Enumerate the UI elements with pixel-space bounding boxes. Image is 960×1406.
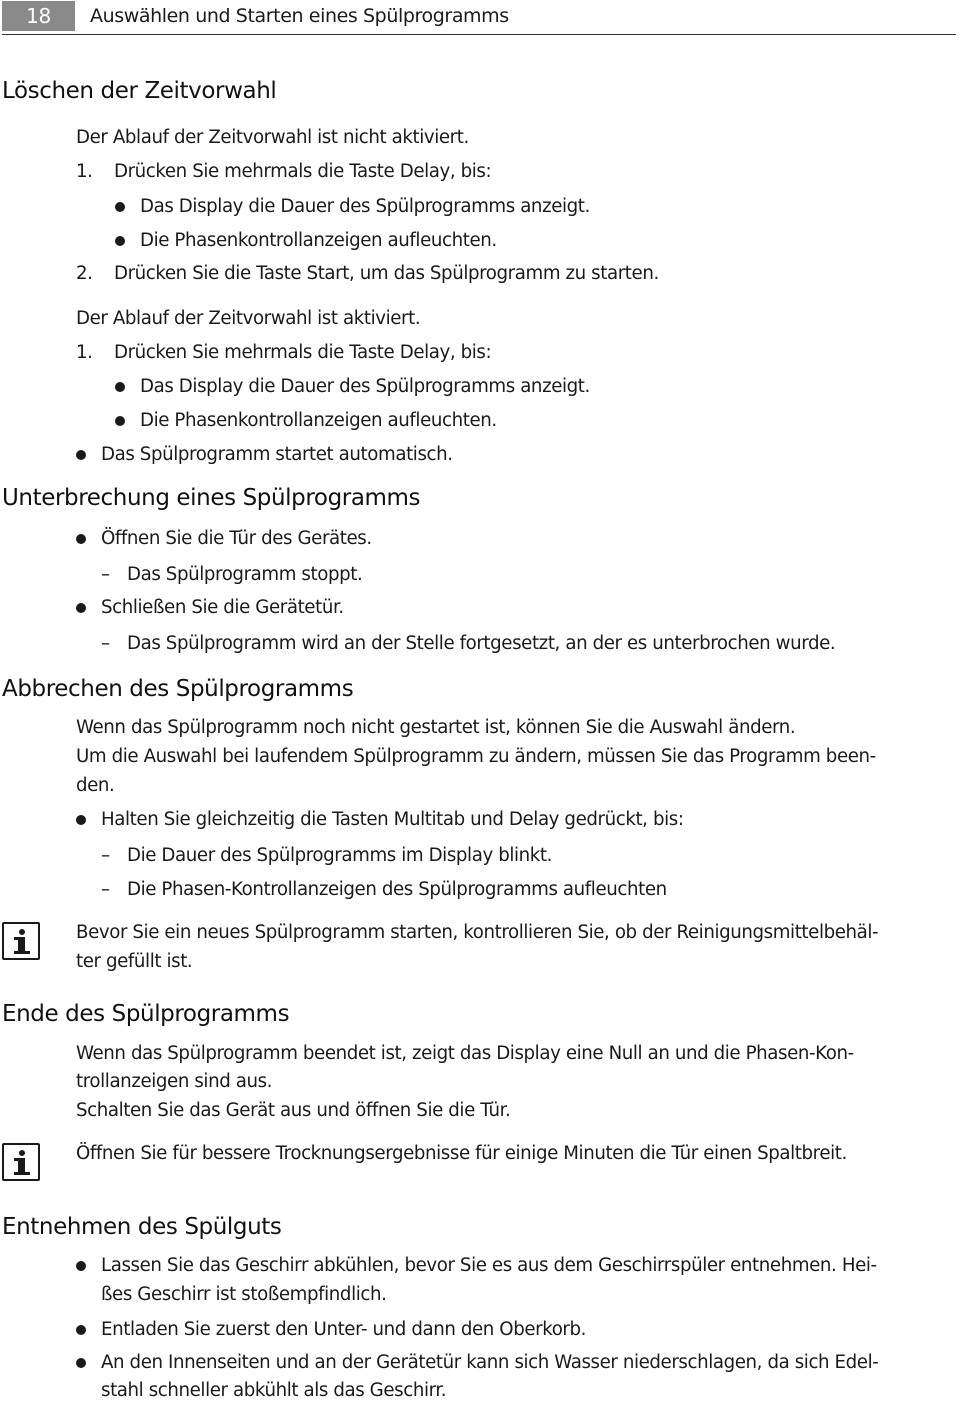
note-text: Bevor Sie ein neues Spülprogramm starten, kontrollieren Sie, ob der Reinigungsmittelbehäl- — [76, 922, 879, 943]
bullet-icon — [76, 815, 86, 825]
page-number: 18 — [2, 1, 75, 31]
bullet-text: Die Phasenkontrollanzeigen aufleuchten. — [140, 410, 497, 431]
dash-text: Das Spülprogramm wird an der Stelle fortgesetzt, an der es unterbrochen wurde. — [127, 633, 836, 654]
bullet-text: Entladen Sie zuerst den Unter- und dann den Oberkorb. — [101, 1319, 587, 1340]
case-not-activated: Der Ablauf der Zeitvorwahl ist nicht aktiviert. — [76, 127, 469, 148]
bullet-icon — [76, 534, 86, 544]
bullet-icon — [76, 450, 86, 460]
bullet-text: Die Phasenkontrollanzeigen aufleuchten. — [140, 230, 497, 251]
bullet-text: Lassen Sie das Geschirr abkühlen, bevor Sie es aus dem Geschirrspüler entnehmen. Hei- — [101, 1255, 877, 1276]
heading-loeschen: Löschen der Zeitvorwahl — [2, 78, 277, 104]
paragraph: Um die Auswahl bei laufendem Spülprogramm zu ändern, müssen Sie das Programm been- — [76, 746, 876, 767]
bullet-icon — [115, 382, 125, 392]
dash-text: Das Spülprogramm stoppt. — [127, 564, 363, 585]
bullet-text: Das Spülprogramm startet automatisch. — [101, 444, 453, 465]
heading-abbrechen: Abbrechen des Spülprogramms — [2, 676, 354, 702]
dash-text: Die Dauer des Spülprogramms im Display blinkt. — [127, 845, 553, 866]
paragraph: trollanzeigen sind aus. — [76, 1071, 273, 1092]
note-text: ter gefüllt ist. — [76, 951, 193, 972]
paragraph: Wenn das Spülprogramm beendet ist, zeigt das Display eine Null an und die Phasen-Kon- — [76, 1043, 854, 1064]
bullet-icon — [76, 1325, 86, 1335]
bullet-text: Das Display die Dauer des Spülprogramms anzeigt. — [140, 376, 590, 397]
note-text: Öffnen Sie für bessere Trocknungsergebnisse für einige Minuten die Tür einen Spaltbreit. — [76, 1143, 847, 1164]
bullet-icon — [115, 416, 125, 426]
bullet-text: Öffnen Sie die Tür des Gerätes. — [101, 528, 372, 549]
bullet-icon — [76, 603, 86, 613]
step-number: 1. — [76, 161, 93, 182]
dash-marker: – — [101, 879, 110, 900]
step-number: 1. — [76, 342, 93, 363]
info-icon — [2, 922, 40, 960]
bullet-icon — [76, 1358, 86, 1368]
bullet-text: stahl schneller abkühlt als das Geschirr. — [101, 1380, 447, 1401]
bullet-text: Schließen Sie die Gerätetür. — [101, 597, 344, 618]
bullet-text: Halten Sie gleichzeitig die Tasten Multitab und Delay gedrückt, bis: — [101, 809, 684, 830]
header-divider — [2, 34, 956, 35]
step-text: Drücken Sie mehrmals die Taste Delay, bis: — [114, 161, 492, 182]
heading-ende: Ende des Spülprogramms — [2, 1001, 290, 1027]
info-icon — [2, 1143, 40, 1181]
dash-marker: – — [101, 564, 110, 585]
paragraph: Wenn das Spülprogramm noch nicht gestartet ist, können Sie die Auswahl ändern. — [76, 717, 796, 738]
paragraph: Schalten Sie das Gerät aus und öffnen Sie die Tür. — [76, 1100, 511, 1121]
step-text: Drücken Sie die Taste Start, um das Spülprogramm zu starten. — [114, 263, 659, 284]
bullet-text: ßes Geschirr ist stoßempfindlich. — [101, 1284, 387, 1305]
dash-marker: – — [101, 633, 110, 654]
bullet-icon — [115, 202, 125, 212]
dash-marker: – — [101, 845, 110, 866]
heading-unterbrechung: Unterbrechung eines Spülprogramms — [2, 485, 421, 511]
paragraph: den. — [76, 775, 115, 796]
case-activated: Der Ablauf der Zeitvorwahl ist aktiviert. — [76, 308, 421, 329]
bullet-text: An den Innenseiten und an der Gerätetür kann sich Wasser niederschlagen, da sich Edel- — [101, 1352, 879, 1373]
bullet-icon — [115, 236, 125, 246]
bullet-text: Das Display die Dauer des Spülprogramms anzeigt. — [140, 196, 590, 217]
chapter-title: Auswählen und Starten eines Spülprogramms — [90, 5, 509, 27]
bullet-icon — [76, 1261, 86, 1271]
step-text: Drücken Sie mehrmals die Taste Delay, bis: — [114, 342, 492, 363]
heading-entnehmen: Entnehmen des Spülguts — [2, 1214, 282, 1240]
dash-text: Die Phasen-Kontrollanzeigen des Spülprogramms aufleuchten — [127, 879, 667, 900]
step-number: 2. — [76, 263, 93, 284]
